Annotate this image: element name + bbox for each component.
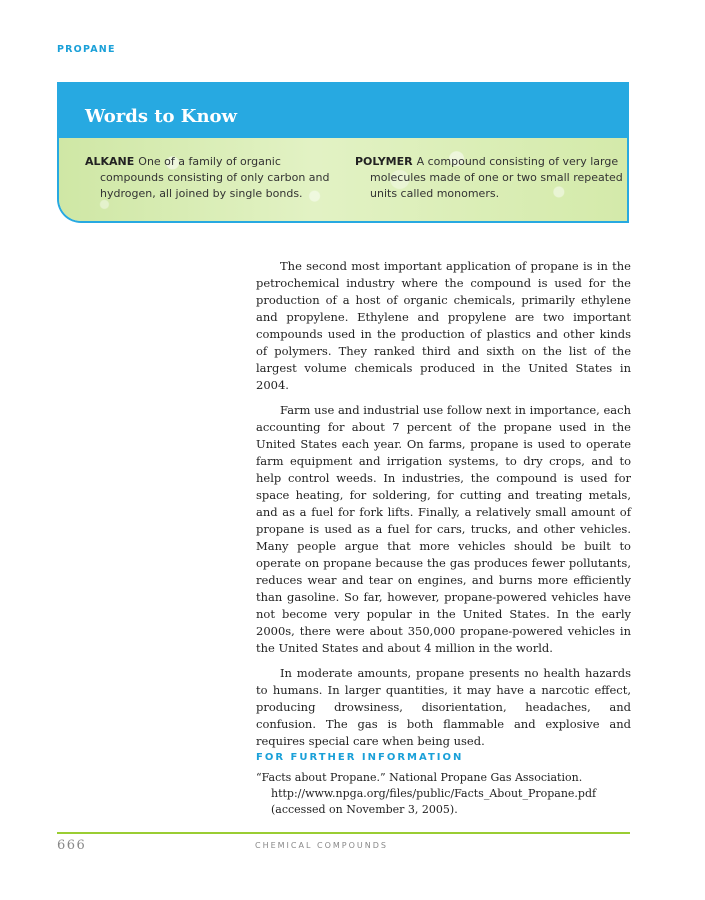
page-number: 666 bbox=[57, 838, 87, 853]
body-paragraph: The second most important application of propane is in the petrochemical industry where the compound is used for the production of a host of organic chemicals, primarily ethylene and propylene. Ethylene and propylene are two important compounds used in the production of plastics and other kinds of polymers. They ranked third and sixth on the list of the largest volume chemicals produced in the United States in 2004. bbox=[256, 259, 631, 392]
words-to-know-body bbox=[59, 138, 627, 221]
running-head: PROPANE bbox=[57, 44, 116, 55]
words-to-know-header bbox=[59, 82, 627, 138]
reference-url[interactable]: http://www.npga.org/files/public/Facts_About_Propane.pdf bbox=[271, 787, 597, 800]
words-to-know-title: Words to Know bbox=[85, 106, 238, 127]
reference-accessed: (accessed on November 3, 2005). bbox=[271, 803, 458, 816]
further-information-heading: FOR FURTHER INFORMATION bbox=[256, 752, 464, 763]
body-paragraph: In moderate amounts, propane presents no health hazards to humans. In larger quantities, it may have a narcotic effect, producing drowsiness, disorientation, headaches, and confusion. The gas is both flammable and explosive and requires special care when being used. bbox=[256, 666, 631, 748]
book-title: CHEMICAL COMPOUNDS bbox=[255, 841, 388, 850]
reference-entry bbox=[256, 770, 646, 818]
definition-term: POLYMER bbox=[355, 155, 413, 168]
definition-alkane bbox=[85, 154, 345, 202]
reference-title: “Facts about Propane.” National Propane Gas Association. bbox=[256, 771, 583, 784]
definition-polymer bbox=[355, 154, 629, 202]
body-text bbox=[256, 258, 631, 758]
body-paragraph: Farm use and industrial use follow next in importance, each accounting for about 7 percent of the propane used in the United States each year. On farms, propane is used to operate farm equipment and irrigation systems, to dry crops, and to help control weeds. In industries, the compound is used for space heating, for soldering, for cutting and treating metals, and as a fuel for fork lifts. Finally, a relatively small amount of propane is used as a fuel for cars, trucks, and other vehicles. Many people argue that more vehicles should be built to operate on propane because the gas produces fewer pollutants, reduces wear and tear on engines, and burns more efficiently than gasoline. So far, however, propane-powered vehicles have not become very popular in the United States. In the early 2000s, there were about 350,000 propane-powered vehicles in the United States and about 4 million in the world. bbox=[256, 403, 631, 655]
footer-rule bbox=[57, 832, 630, 834]
definition-text: One of a family of organic compounds consisting of only carbon and hydrogen, all joined by single bonds. bbox=[100, 155, 330, 200]
definition-term: ALKANE bbox=[85, 155, 135, 168]
definition-text: A compound consisting of very large molecules made of one or two small repeated units called monomers. bbox=[370, 155, 623, 200]
words-to-know-box bbox=[57, 82, 629, 223]
